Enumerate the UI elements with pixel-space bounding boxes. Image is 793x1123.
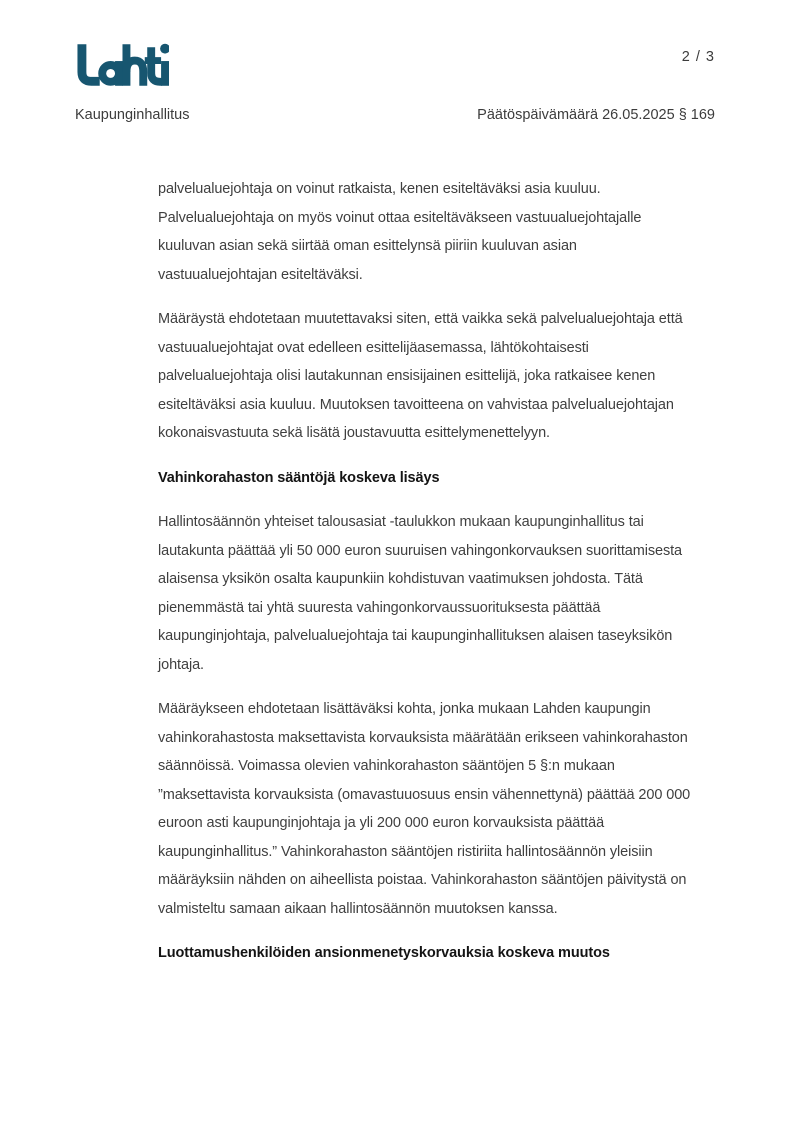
- document-header: [75, 107, 715, 123]
- paragraph: Hallintosäännön yhteiset talousasiat -taulukkon mukaan kaupunginhallitus tai lautakunta päättää yli 50 000 euron suuruisen vahingonkorvauksen suorittamisesta alaisensa yksikön osalta kaupunkiin kohdistuvan vaatimuksen johdosta. Tätä pienemmästä tai yhtä suuresta vahingonkorvaussuorituksesta päättää kaupunginjohtaja, palvelualuejohtaja tai kaupunginhallituksen alaisen taseyksikön johtaja.: [158, 514, 683, 673]
- lahti-logo: [74, 41, 169, 91]
- lahti-logo-letters: [82, 44, 165, 86]
- paragraph: Määräykseen ehdotetaan lisättäväksi kohta, jonka mukaan Lahden kaupungin vahinkorahastosta maksettavista korvauksista määrätään erikseen vahinkorahaston säännöissä. Voimassa olevien vahinkorahaston sääntöjen 5 §:n mukaan ”maksettavista korvauksista (omavastuuosuus ensin vähennettynä) päättää 200 000 euroon asti kaupunginjohtaja ja yli 200 000 euron korvauksista päättää kaupunginhallitus.” Vahinkorahaston sääntöjen ristiriita hallintosäännön yleisiin määräyksiin nähden on aiheellista poistaa. Vahinkorahaston sääntöjen päivitystä on valmisteltu samaan aikaan hallintosäännön muutoksen kanssa.: [158, 701, 691, 917]
- page-number: 2 / 3: [681, 49, 715, 65]
- section-heading-vahinkorahasto: Vahinkorahaston sääntöjä koskeva lisäys: [158, 469, 440, 486]
- header-decision-date: Päätöspäivämäärä 26.05.2025 § 169: [477, 107, 715, 123]
- paragraph: palvelualuejohtaja on voinut ratkaista, kenen esiteltäväksi asia kuuluu. Palvelualuejohtaja on myös voinut ottaa esiteltäväkseen vastuualuejohtajalle kuuluvan asian sekä siirtää oman esittelynsä piiriin kuuluvan asian vastuualuejohtajan esiteltäväksi.: [158, 181, 642, 283]
- paragraph: Määräystä ehdotetaan muutettavaksi siten, että vaikka sekä palvelualuejohtaja että vastuualuejohtajat ovat edelleen esittelijäasemassa, lähtökohtaisesti palvelualuejohtaja olisi lautakunnan ensisijainen esittelijä, joka ratkaisee kenen esiteltäväksi asia kuuluu. Muutoksen tavoitteena on vahvistaa palvelualuejohtajan kokonaisvastuuta sekä lisätä joustavuutta esittelymenettelyyn.: [158, 311, 683, 441]
- header-org-name: Kaupunginhallitus: [75, 107, 190, 123]
- logo-letter-i-dot: [160, 44, 169, 54]
- section-heading-luottamushenkilot: Luottamushenkilöiden ansionmenetyskorvauksia koskeva muutos: [158, 945, 610, 961]
- logo-letter-t-stem: [151, 47, 162, 82]
- document-body: [158, 175, 748, 984]
- logo-letter-l: [82, 44, 100, 81]
